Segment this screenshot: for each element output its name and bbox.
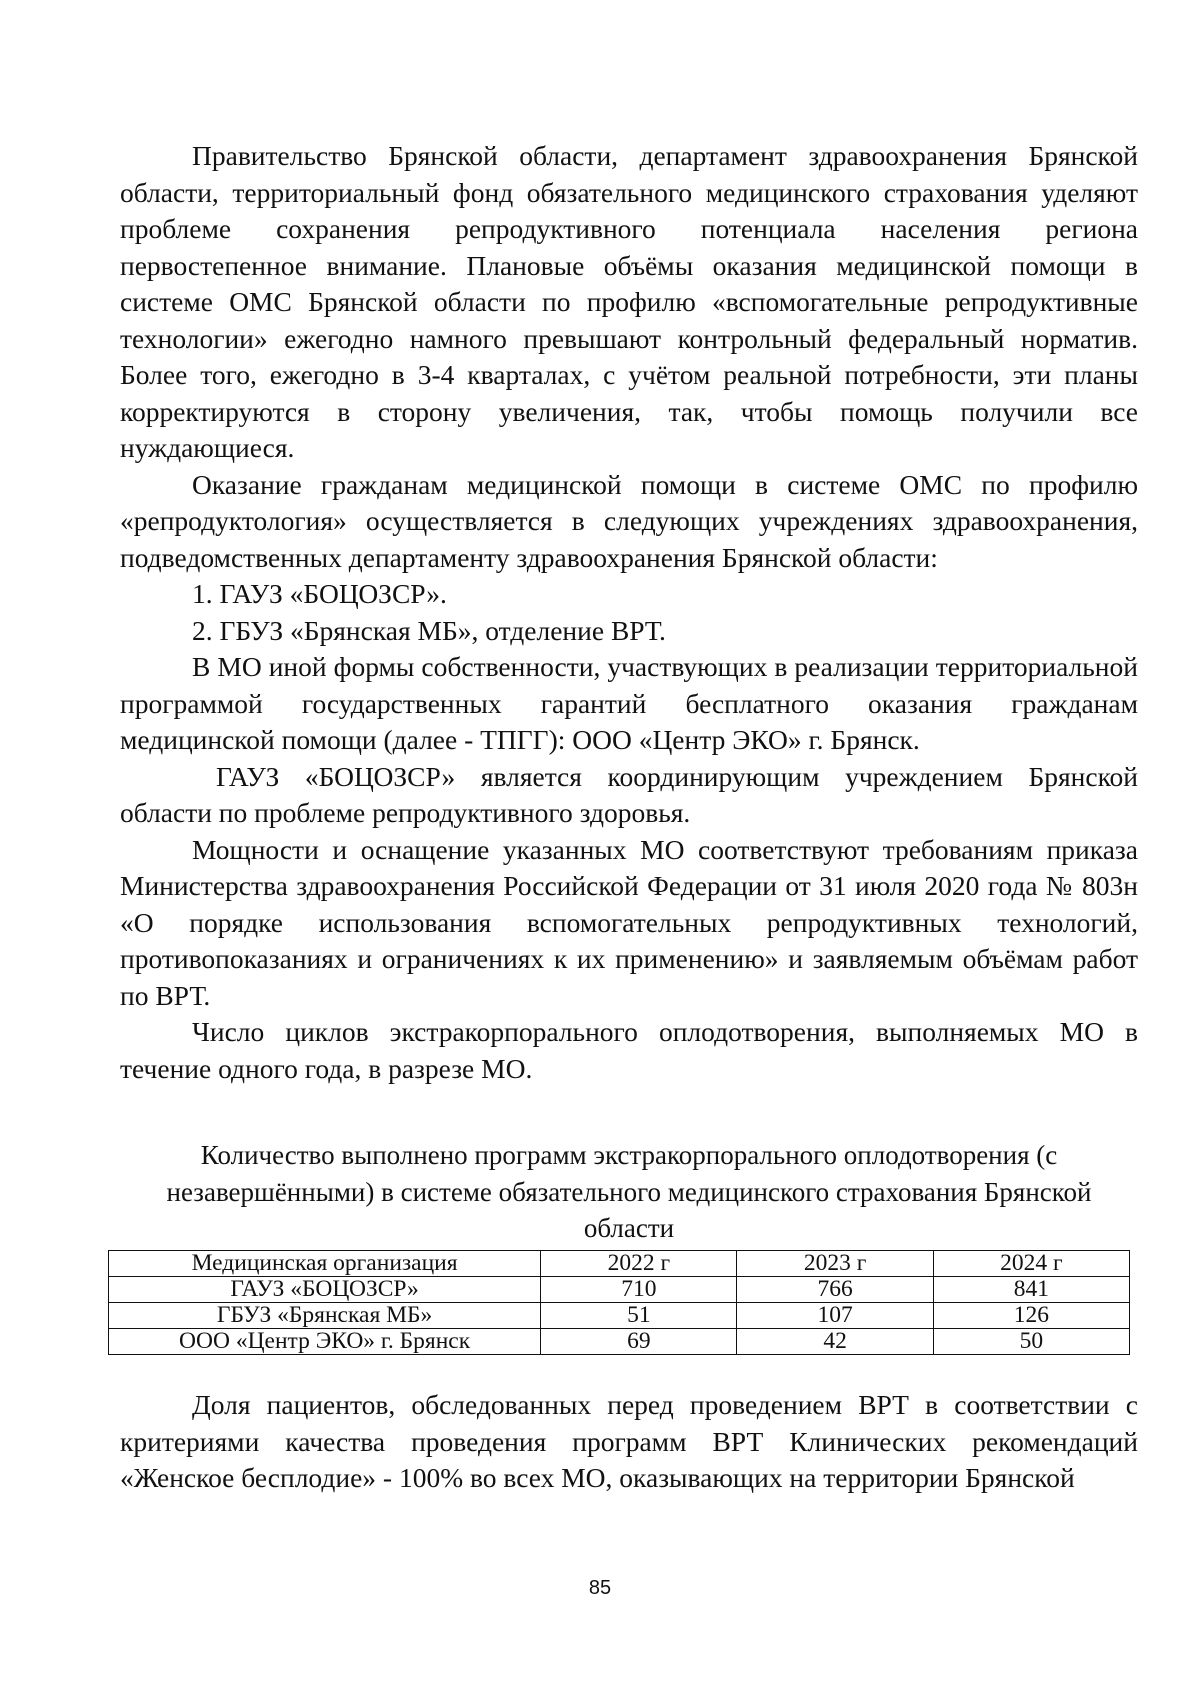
page-number: 85 (588, 1577, 612, 1599)
header-2024: 2024 г (933, 1251, 1129, 1277)
header-2022: 2022 г (541, 1251, 737, 1277)
cell-value: 51 (541, 1303, 737, 1329)
list-item-2: 2. ГБУЗ «Брянская МБ», отделение ВРТ. (192, 614, 666, 646)
paragraph-cycles: Число циклов экстракорпорального оплодотворения, выполняемых МО в течение одного года, в разрезе МО. (120, 1016, 1138, 1084)
table-caption-line: области (583, 1213, 675, 1243)
header-2023: 2023 г (737, 1251, 933, 1277)
paragraph-institutions: Оказание гражданам медицинской помощи в системе ОМС по профилю «репродуктология» осуществляется в следующих учреждениях здравоохранения, подведомственных департаменту здравоохранения Брянской области: (120, 468, 1138, 573)
cell-value: 766 (737, 1277, 933, 1303)
eco-programs-table (108, 1250, 1130, 1355)
paragraph-patient-share: Доля пациентов, обследованных перед проведением ВРТ в соответствии с критериями качества проведения программ ВРТ Клинических рекомендаций «Женское бесплодие» - 100% во всех МО, оказывающих на территории Брянской (120, 1389, 1138, 1493)
table-caption (120, 1137, 1138, 1247)
cell-value: 126 (933, 1303, 1129, 1329)
cell-value: 841 (933, 1277, 1129, 1303)
cell-value: 50 (933, 1329, 1129, 1355)
table-row (109, 1329, 1130, 1355)
cell-organization: ГАУЗ «БОЦОЗСР» (109, 1277, 541, 1303)
cell-value: 107 (737, 1303, 933, 1329)
cell-organization: ГБУЗ «Брянская МБ» (109, 1303, 541, 1329)
table-caption-line: Количество выполнено программ экстракорпорального оплодотворения (с (200, 1140, 1058, 1170)
header-organization: Медицинская организация (109, 1251, 541, 1277)
list-item-1: 1. ГАУЗ «БОЦОЗСР». (192, 578, 447, 609)
main-text (120, 138, 1138, 1087)
table-row (109, 1277, 1130, 1303)
paragraph-intro: Правительство Брянской области, департамент здравоохранения Брянской области, территориальный фонд обязательного медицинского страхования уделяют проблеме сохранения репродуктивного потенциала населения региона первостепенное внимание. Плановые объёмы оказания медицинской помощи в системе ОМС Брянской области по профилю «вспомогательные репродуктивные технологии» ежегодно намного превышают контрольный федеральный норматив. Более того, ежегодно в 3-4 кварталах, с учётом реальной потребности, эти планы корректируются в сторону увеличения, так, чтобы помощь получили все нуждающиеся. (120, 140, 1138, 463)
table-row (109, 1303, 1130, 1329)
closing-text (120, 1387, 1138, 1497)
cell-organization: ООО «Центр ЭКО» г. Брянск (109, 1329, 541, 1355)
cell-value: 42 (737, 1329, 933, 1355)
paragraph-capacity: Мощности и оснащение указанных МО соответствуют требованиям приказа Министерства здравоохранения Российской Федерации от 31 июля 2020 года № 803н «О порядке использования вспомогательных репродуктивных технологий, противопоказаниях и ограничениях к их применению» и заявляемым объёмам работ по ВРТ. (120, 833, 1138, 1011)
paragraph-coordinator: ГАУЗ «БОЦОЗСР» является координирующим учреждением Брянской области по проблеме репродуктивного здоровья. (120, 760, 1138, 828)
cell-value: 710 (541, 1277, 737, 1303)
table-caption-line: незавершёнными) в системе обязательного медицинского страхования Брянской (166, 1176, 1092, 1207)
paragraph-other-ownership: В МО иной формы собственности, участвующих в реализации территориальной программой государственных гарантий бесплатного оказания гражданам медицинской помощи (далее - ТПГГ): ООО «Центр ЭКО» г. Брянск. (120, 651, 1138, 755)
table-header-row (109, 1251, 1130, 1277)
cell-value: 69 (541, 1329, 737, 1355)
